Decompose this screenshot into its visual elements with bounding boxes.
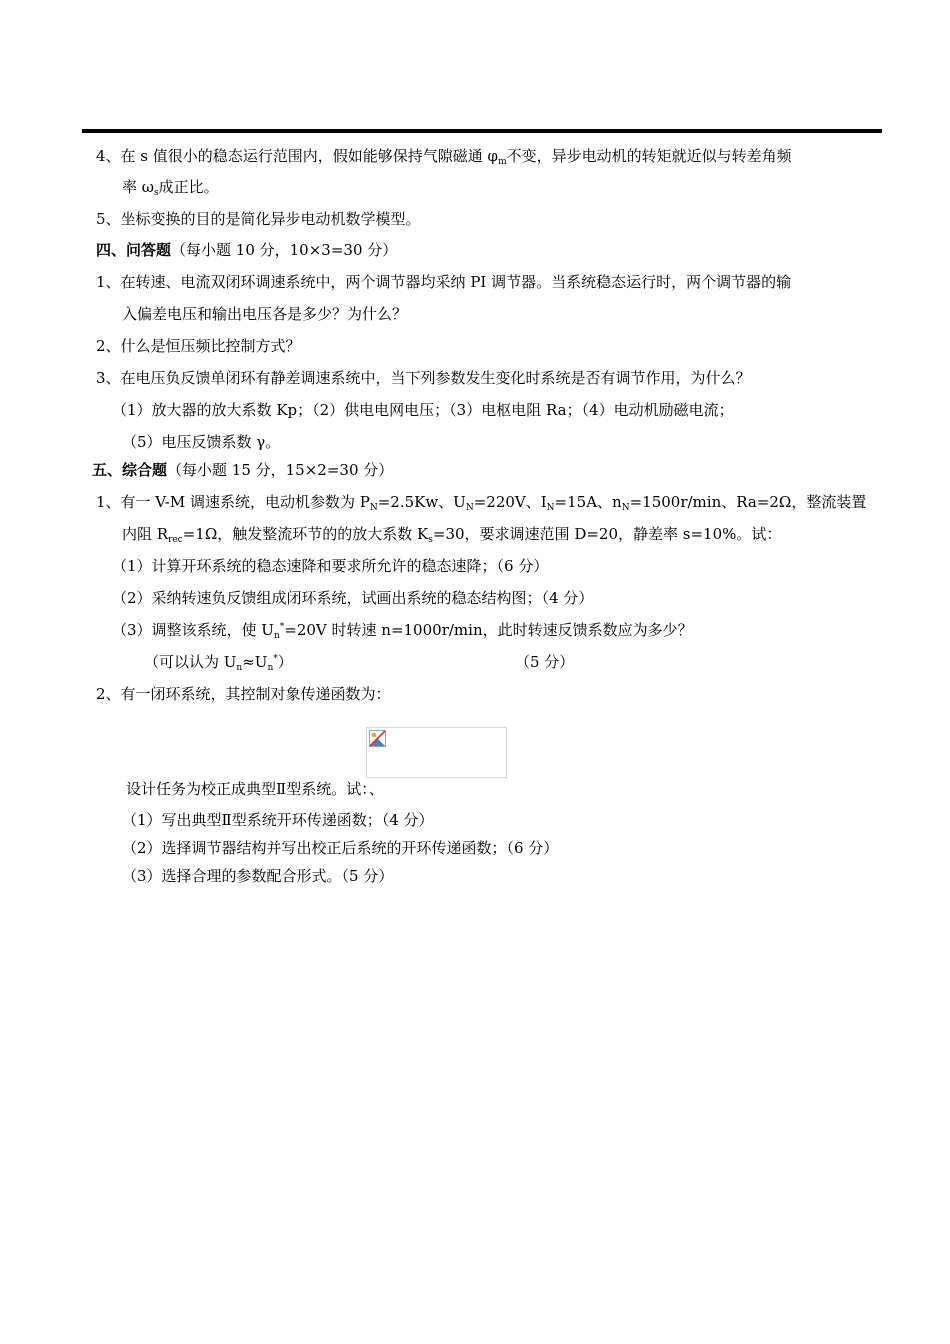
q4-line1: 4、在 s 值很小的稳态运行范围内，假如能够保持气隙磁通 $\varphi_m$不变，异步电动机的转矩就近似与转差角频 bbox=[96, 147, 792, 167]
q5-line: 5、坐标变换的目的是简化异步电动机数学模型。 bbox=[96, 210, 421, 228]
transfer-function-image bbox=[366, 727, 507, 778]
s5-q1-note-score: （5 分） bbox=[515, 653, 575, 671]
section-5-heading: 五、综合题（每小题 15 分，15×2=30 分） bbox=[92, 461, 394, 479]
s5-q2-part1: （1）写出典型Ⅱ型系统开环传递函数；（4 分） bbox=[122, 811, 434, 829]
s4-q1-line2: 入偏差电压和输出电压各是多少？为什么？ bbox=[122, 305, 408, 323]
s4-q3-line1: 3、在电压负反馈单闭环有静差调速系统中，当下列参数发生变化时系统是否有调节作用，为什么？ bbox=[96, 369, 751, 387]
s5-q1-part1: （1）计算开环系统的稳态速降和要求所允许的稳态速降；（6 分） bbox=[112, 557, 549, 575]
s5-q2-part3: （3）选择合理的参数配合形式。（5 分） bbox=[122, 867, 394, 885]
s4-q2-line: 2、什么是恒压频比控制方式？ bbox=[96, 337, 301, 355]
section-4-heading: 四、问答题（每小题 10 分，10×3=30 分） bbox=[96, 241, 398, 259]
s5-q2-part2: （2）选择调节器结构并写出校正后系统的开环传递函数；（6 分） bbox=[122, 839, 559, 857]
s5-q1-part3: （3）调整该系统，使 $U_n^*=20V$ 时转速 n=1000r/min，此时转速反馈系数应为多少？ bbox=[112, 621, 693, 641]
s5-q1-note: （可以认为 $U_n\approx U_n^*$） bbox=[144, 653, 293, 673]
q4-line2: 率 $\omega_s$成正比。 bbox=[122, 178, 219, 198]
s5-q2-line2: 设计任务为校正成典型Ⅱ型系统。试：、 bbox=[126, 780, 384, 798]
s4-q3-line3: （5）电压反馈系数 γ。 bbox=[122, 433, 281, 451]
s4-q3-line2: （1）放大器的放大系数 Kp；（2）供电电网电压；（3）电枢电阻 Ra；（4）电动机励磁电流； bbox=[112, 401, 734, 419]
s5-q1-line2: 内阻 $R_{rec}=1\Omega$，触发整流环节的的放大系数 $K_s=30$，要求调速范围 D=20，静差率 s=10%。试： bbox=[122, 525, 782, 545]
s5-q2-line1: 2、有一闭环系统，其控制对象传递函数为： bbox=[96, 685, 391, 703]
header-rule bbox=[82, 129, 882, 133]
s5-q1-line1: 1、有一 V-M 调速系统，电动机参数为 $P_N=2.5Kw$、$U_N=220V$、$I_N=15A$、$n_N=1500r/\min$、Ra=2Ω，整流装置 bbox=[96, 493, 867, 513]
s5-q1-part2: （2）采纳转速负反馈组成闭环系统，试画出系统的稳态结构图；（4 分） bbox=[112, 589, 594, 607]
broken-image-icon bbox=[369, 730, 386, 747]
s4-q1-line1: 1、在转速、电流双闭环调速系统中，两个调节器均采纳 PI 调节器。当系统稳态运行时，两个调节器的输 bbox=[96, 273, 792, 291]
